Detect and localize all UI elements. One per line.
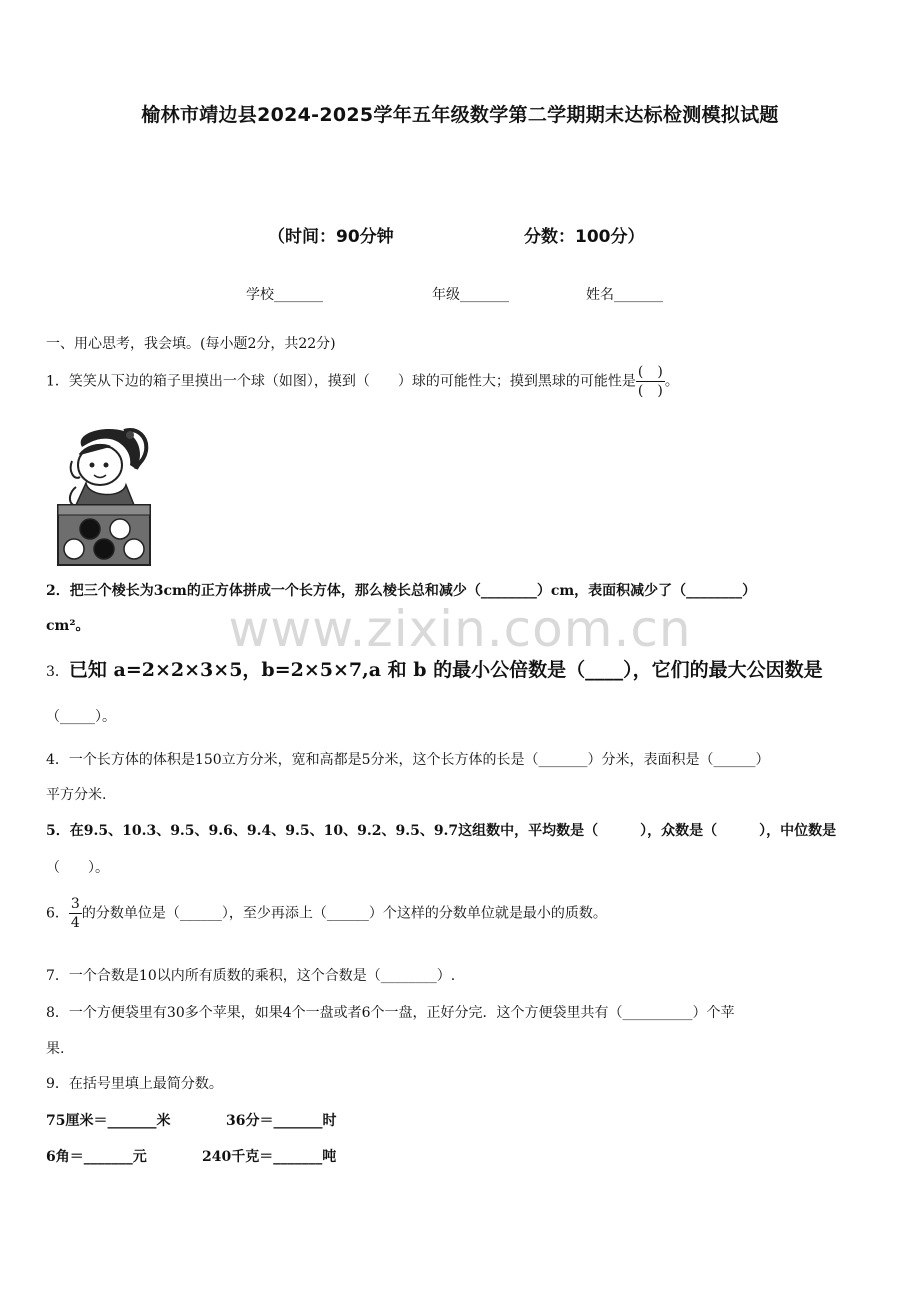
question-4-line-1: 4．一个长方体的体积是150立方分米，宽和高都是5分米，这个长方体的长是（_______）分米，表面积是（______）	[46, 752, 770, 768]
question-1-text: 1．笑笑从下边的箱子里摸出一个球（如图），摸到（ ）球的可能性大；摸到黑球的可能性是	[46, 373, 636, 390]
question-5-line-2: （ ）。	[46, 860, 109, 876]
question-5-line-1: 5．在9.5、10.3、9.5、9.6、9.4、9.5、10、9.2、9.5、9.7这组数中，平均数是（ ），众数是（ ），中位数是	[46, 823, 837, 839]
question-6-text: 的分数单位是（______），至少再添上（______）个这样的分数单位就是最小的质数。	[81, 905, 607, 922]
question-1	[46, 365, 679, 398]
question-3-text: 已知 a=2×2×3×5，b=2×5×7,a 和 b 的最小公倍数是（____），它们的最大公因数是	[68, 659, 823, 681]
question-8-line-1: 8．一个方便袋里有30多个苹果，如果4个一盘或者6个一盘，正好分完．这个方便袋里共有（__________）个苹	[46, 1005, 735, 1021]
probability-fraction	[636, 365, 665, 398]
question-2-line-2: cm²。	[46, 618, 90, 634]
conversion-jiao-to-yuan: 6角＝_______元	[46, 1149, 147, 1165]
question-6	[46, 897, 607, 930]
question-1-end: 。	[664, 373, 679, 390]
question-4-line-2: 平方分米.	[46, 787, 107, 803]
page-title: 榆林市靖边县2024-2025学年五年级数学第二学期期末达标检测模拟试题	[141, 104, 779, 126]
question-2-line-1: 2．把三个棱长为3cm的正方体拼成一个长方体，那么棱长总和减少（________）cm，表面积减少了（________）	[46, 583, 757, 599]
question-3-number: 3．	[46, 664, 69, 680]
conversion-kg-to-ton: 240千克＝_______吨	[202, 1149, 337, 1165]
exam-score: 分数：100分）	[524, 227, 645, 247]
fraction-denominator: 4	[70, 915, 80, 931]
school-field: 学校_______	[246, 287, 323, 303]
question-8-line-2: 果.	[46, 1041, 65, 1057]
exam-time: （时间：90分钟	[268, 227, 394, 247]
watermark: www.zixin.com.cn	[228, 600, 692, 658]
grade-field: 年级_______	[432, 287, 509, 303]
fraction-numerator: ( )	[637, 364, 663, 380]
question-6-number: 6．	[46, 905, 69, 922]
section-heading: 一、用心思考，我会填。(每小题2分，共22分)	[46, 336, 336, 352]
conversion-min-to-hour: 36分＝_______时	[226, 1113, 337, 1129]
three-quarters-fraction	[69, 897, 82, 930]
fraction-denominator: ( )	[637, 383, 663, 399]
fraction-numerator: 3	[70, 896, 80, 912]
question-3-line-2: （_____）。	[46, 709, 116, 725]
question-9: 9．在括号里填上最简分数。	[46, 1076, 223, 1092]
name-field: 姓名_______	[586, 287, 663, 303]
conversion-cm-to-m: 75厘米＝_______米	[46, 1113, 171, 1129]
girl-with-ball-box-illustration	[52, 425, 157, 570]
question-3-line-1	[46, 655, 823, 682]
question-7: 7．一个合数是10以内所有质数的乘积，这个合数是（________）.	[46, 968, 456, 984]
